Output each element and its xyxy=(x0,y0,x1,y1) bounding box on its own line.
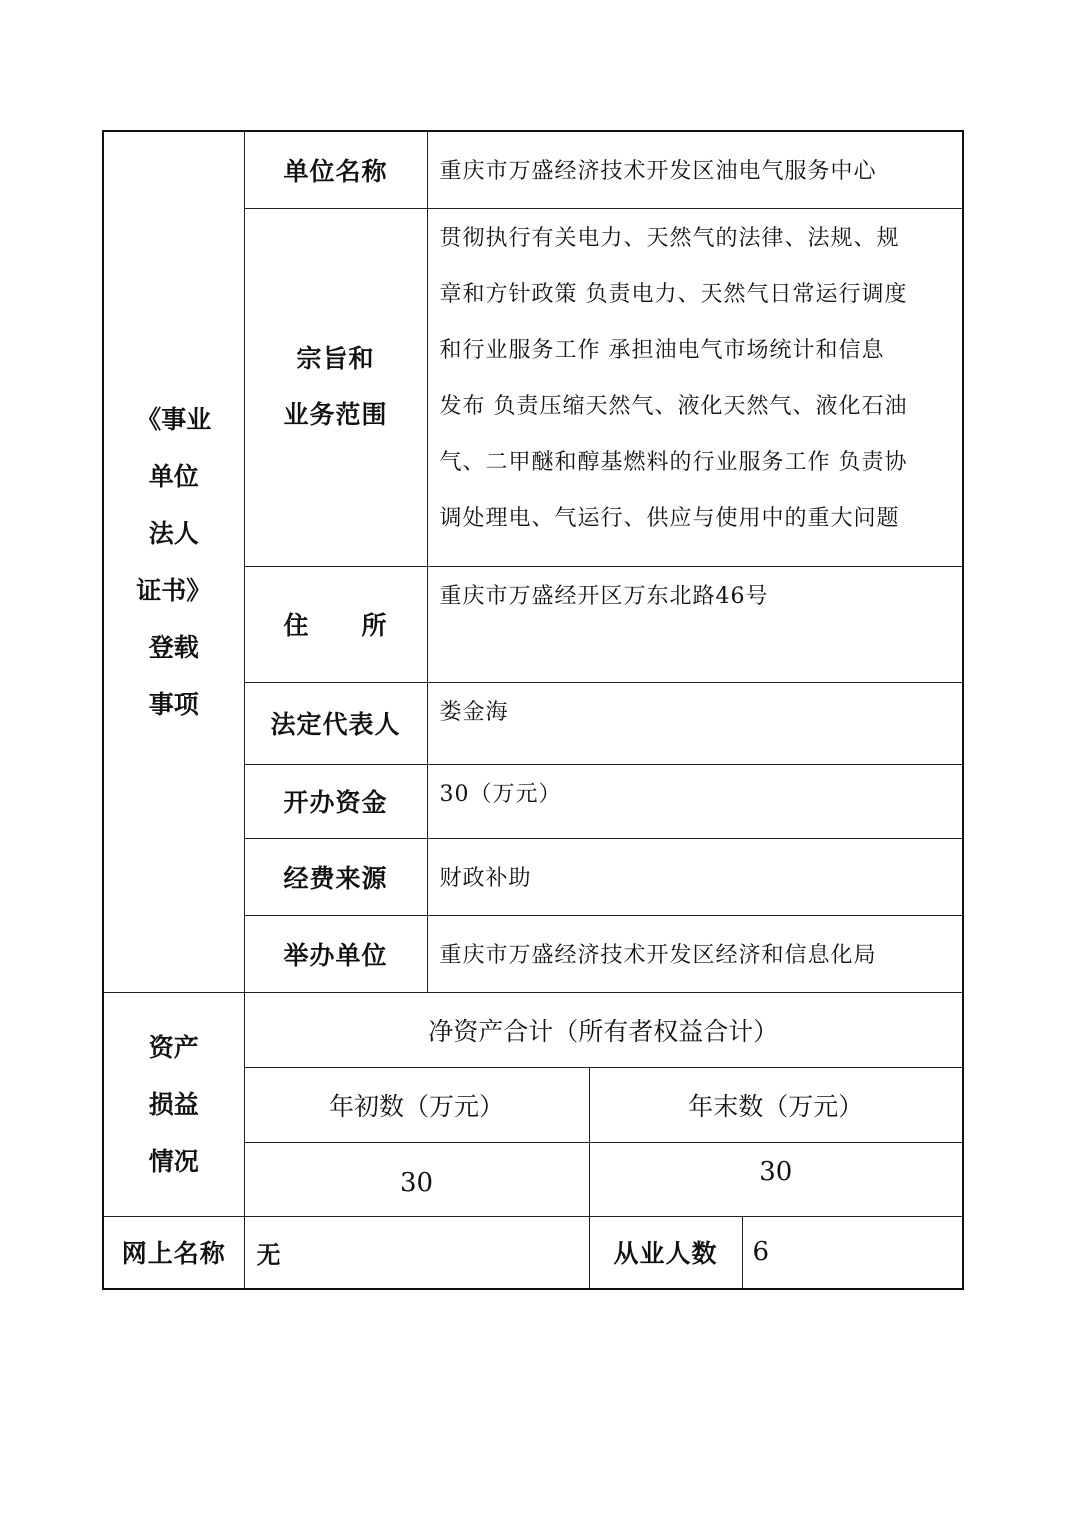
funds-label: 开办资金 xyxy=(244,764,427,838)
legal-rep-value: 娄金海 xyxy=(427,682,963,764)
address-value: 重庆市万盛经开区万东北路46号 xyxy=(427,566,963,682)
section-label-line: 事项 xyxy=(148,689,199,719)
sponsor-value: 重庆市万盛经济技术开发区经济和信息化局 xyxy=(427,915,963,992)
begin-year-value: 30 xyxy=(244,1142,589,1216)
purpose-line: 气、二甲醚和醇基燃料的行业服务工作 负责协 xyxy=(439,449,908,475)
end-year-label: 年末数（万元） xyxy=(589,1067,963,1142)
purpose-label xyxy=(244,208,427,566)
funding-source-value: 财政补助 xyxy=(427,838,963,915)
purpose-line: 发布 负责压缩天然气、液化天然气、液化石油 xyxy=(439,393,908,419)
purpose-label-line: 业务范围 xyxy=(283,400,388,429)
purpose-label-line: 宗旨和 xyxy=(296,344,375,373)
sponsor-label: 举办单位 xyxy=(244,915,427,992)
purpose-value xyxy=(427,208,963,566)
legal-rep-label: 法定代表人 xyxy=(244,682,427,764)
funds-value: 30（万元） xyxy=(427,764,963,838)
staff-count-value: 6 xyxy=(742,1216,963,1289)
online-name-value: 无 xyxy=(244,1216,589,1289)
staff-count-label: 从业人数 xyxy=(589,1216,742,1289)
registration-section-label xyxy=(103,131,244,992)
net-assets-header: 净资产合计（所有者权益合计） xyxy=(244,992,963,1067)
funding-source-label: 经费来源 xyxy=(244,838,427,915)
assets-section-label xyxy=(103,992,244,1216)
end-year-value: 30 xyxy=(589,1142,963,1216)
section-label-line: 法人 xyxy=(148,518,199,548)
section-label-line: 《事业 xyxy=(136,404,212,434)
assets-label-line: 资产 xyxy=(148,1032,199,1062)
section-label-line: 单位 xyxy=(148,461,199,491)
assets-label-line: 情况 xyxy=(148,1146,199,1176)
purpose-line: 和行业服务工作 承担油电气市场统计和信息 xyxy=(439,337,885,363)
purpose-line: 调处理电、气运行、供应与使用中的重大问题 xyxy=(439,505,900,531)
section-label-line: 证书》 xyxy=(136,575,212,605)
online-name-label: 网上名称 xyxy=(103,1216,244,1289)
purpose-line: 章和方针政策 负责电力、天然气日常运行调度 xyxy=(439,281,908,307)
unit-name-value: 重庆市万盛经济技术开发区油电气服务中心 xyxy=(427,131,963,208)
address-label: 住 所 xyxy=(244,566,427,682)
purpose-line: 贯彻执行有关电力、天然气的法律、法规、规 xyxy=(439,225,900,251)
unit-name-label: 单位名称 xyxy=(244,131,427,208)
assets-label-line: 损益 xyxy=(148,1089,199,1119)
section-label-line: 登载 xyxy=(148,632,199,662)
registration-table xyxy=(102,130,964,1290)
begin-year-label: 年初数（万元） xyxy=(244,1067,589,1142)
